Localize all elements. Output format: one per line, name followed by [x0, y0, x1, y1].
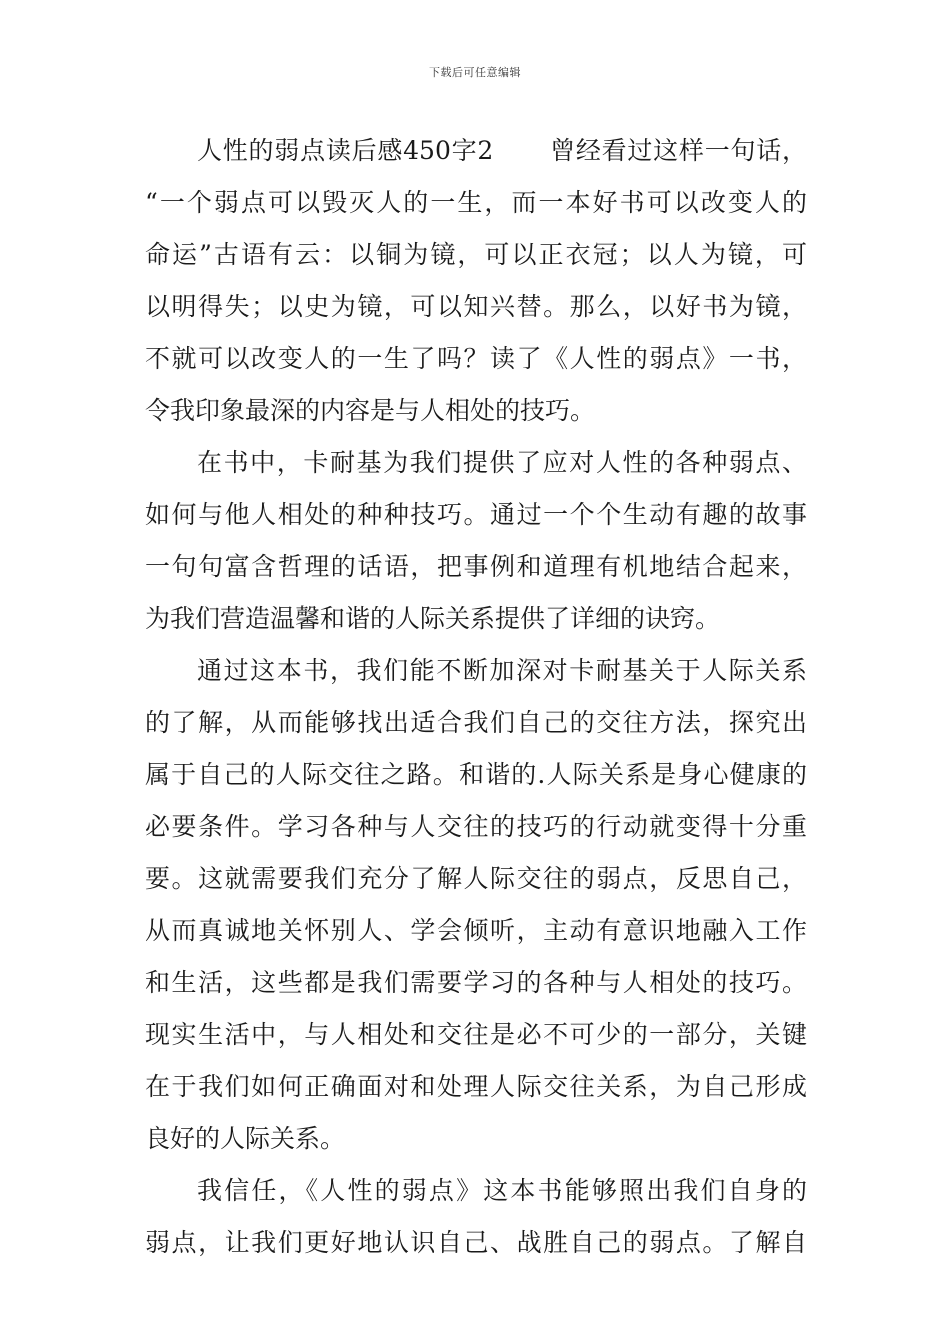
text-line: 在于我们如何正确面对和处理人际交往关系，为自己形成	[145, 1072, 807, 1101]
text-line: 为我们营造温馨和谐的人际关系提供了详细的诀窍。	[145, 604, 721, 633]
paragraph-start-line: 通过这本书，我们能不断加深对卡耐基关于人际关系	[197, 656, 807, 685]
paragraph-start-line: 我信任，《人性的弱点》这本书能够照出我们自身的	[197, 1176, 807, 1205]
page-header: 下载后可任意编辑	[429, 66, 521, 79]
text-line: 命运”古语有云：以铜为镜，可以正衣冠；以人为镜，可	[145, 240, 807, 269]
text-line: 令我印象最深的内容是与人相处的技巧。	[145, 396, 596, 425]
text-line: 必要条件。学习各种与人交往的技巧的行动就变得十分重	[145, 812, 807, 841]
text-line: 以明得失；以史为镜，可以知兴替。那么，以好书为镜，	[145, 292, 807, 321]
text-line: 要。这就需要我们充分了解人际交往的弱点，反思自己，	[145, 864, 807, 893]
text-line: 的了解，从而能够找出适合我们自己的交往方法，探究出	[145, 708, 807, 737]
text-line: 弱点，让我们更好地认识自己、战胜自己的弱点。了解自	[145, 1228, 807, 1257]
text-line: 和生活，这些都是我们需要学习的各种与人相处的技巧。	[145, 968, 807, 997]
text-line: 如何与他人相处的种种技巧。通过一个个生动有趣的故事	[145, 500, 807, 529]
text-line: 曾经看过这样一句话，	[549, 136, 807, 165]
paragraph-start-line: 在书中，卡耐基为我们提供了应对人性的各种弱点、	[197, 448, 807, 477]
text-line: 不就可以改变人的一生了吗？读了《人性的弱点》一书，	[145, 344, 807, 373]
text-line: 属于自己的人际交往之路。和谐的.人际关系是身心健康的	[145, 760, 807, 789]
text-line: 良好的人际关系。	[145, 1124, 346, 1153]
text-line: “一个弱点可以毁灭人的一生，而一本好书可以改变人的	[145, 188, 807, 217]
text-line: 现实生活中，与人相处和交往是必不可少的一部分，关键	[145, 1020, 807, 1049]
document-body	[145, 125, 807, 1269]
document-title: 人性的弱点读后感450字2	[197, 136, 494, 165]
title-line	[145, 125, 807, 177]
text-line: 从而真诚地关怀别人、学会倾听，主动有意识地融入工作	[145, 916, 807, 945]
text-line: 一句句富含哲理的话语，把事例和道理有机地结合起来，	[145, 552, 807, 581]
